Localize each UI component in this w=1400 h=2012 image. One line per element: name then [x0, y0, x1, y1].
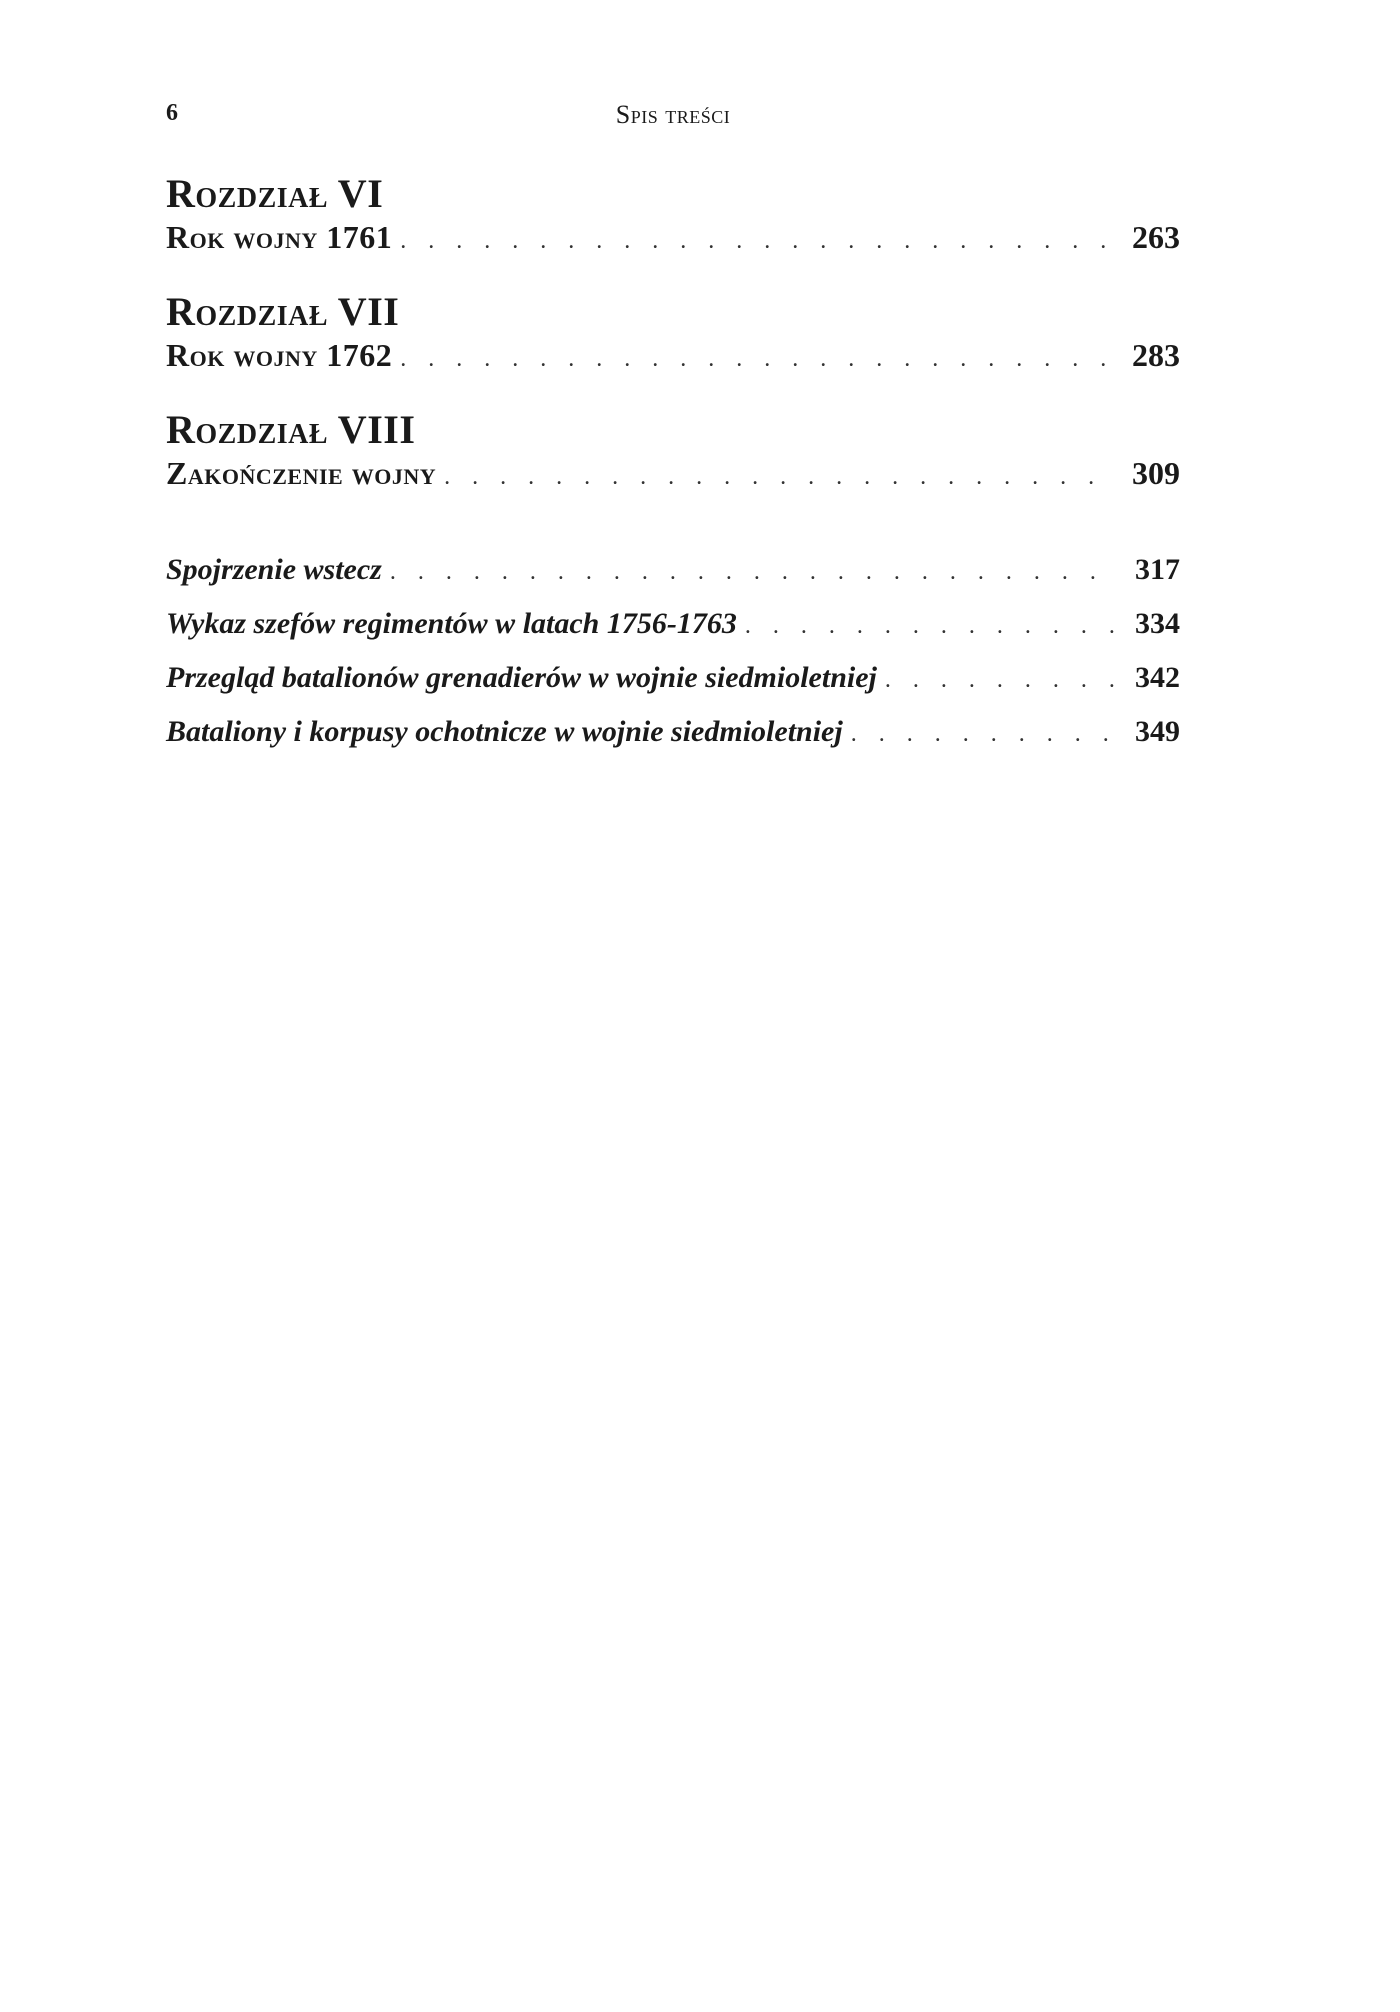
appendix-title: Wykaz szefów regimentów w latach 1756-1763	[166, 607, 737, 640]
chapter-title: Zakończenie wojny	[166, 455, 437, 491]
page-reference: 317	[1135, 553, 1180, 586]
dot-leader	[851, 708, 1114, 760]
toc-line[interactable]	[166, 544, 1180, 598]
appendix-title: Przegląd batalionów grenadierów w wojnie siedmioletniej	[166, 661, 877, 694]
chapter-title: Rok wojny 1761	[166, 219, 393, 255]
dot-leader	[745, 600, 1114, 652]
page-number: 6	[166, 100, 178, 126]
toc-line[interactable]	[166, 452, 1180, 498]
chapter-label: Rozdział VI	[166, 171, 384, 216]
chapter-entry	[166, 408, 1180, 498]
chapter-label: Rozdział VII	[166, 289, 400, 334]
chapter-title: Rok wojny 1762	[166, 337, 393, 373]
toc-line[interactable]	[166, 334, 1180, 380]
dot-leader	[400, 220, 1114, 262]
toc-line[interactable]	[166, 652, 1180, 706]
dot-leader	[444, 456, 1114, 498]
page-reference: 309	[1132, 455, 1180, 491]
dot-leader	[885, 654, 1114, 706]
appendix-list	[166, 544, 1180, 760]
chapter-label: Rozdział VIII	[166, 407, 416, 452]
chapter-entry	[166, 290, 1180, 380]
page-reference: 283	[1132, 337, 1180, 373]
table-of-contents	[166, 172, 1180, 760]
chapter-entry	[166, 172, 1180, 262]
toc-line[interactable]	[166, 216, 1180, 262]
page-reference: 334	[1135, 607, 1180, 640]
appendix-title: Spojrzenie wstecz	[166, 553, 382, 586]
running-head	[166, 100, 1180, 134]
page-reference: 263	[1132, 219, 1180, 255]
dot-leader	[400, 338, 1114, 380]
page-reference: 349	[1135, 715, 1180, 748]
dot-leader	[390, 546, 1114, 598]
page-reference: 342	[1135, 661, 1180, 694]
running-title: Spis treści	[615, 100, 731, 129]
toc-line[interactable]	[166, 706, 1180, 760]
appendix-title: Bataliony i korpusy ochotnicze w wojnie siedmioletniej	[166, 715, 843, 748]
toc-line[interactable]	[166, 598, 1180, 652]
